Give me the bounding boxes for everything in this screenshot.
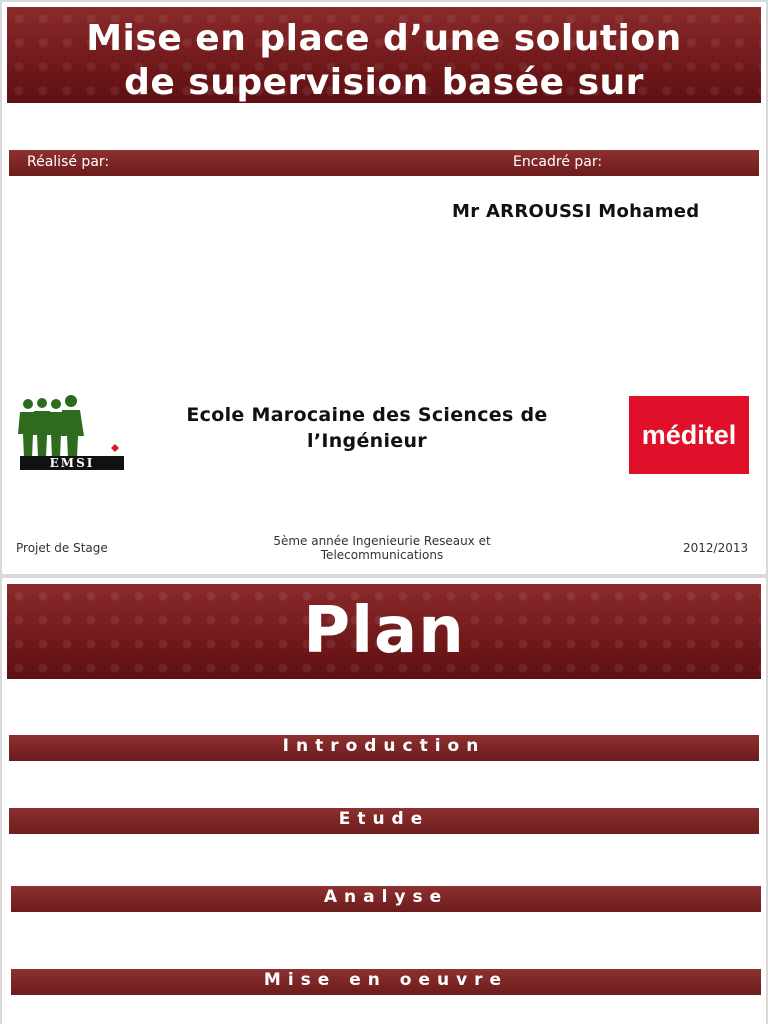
plan-item-etude: Etude: [9, 808, 759, 834]
encadre-par-label: Encadré par:: [513, 154, 603, 170]
footer-program: [232, 534, 532, 562]
plan-item-analyse: Analyse: [11, 886, 761, 912]
title-banner: [7, 7, 761, 103]
plan-title-banner: [7, 584, 761, 679]
footer-program-line-2: Telecommunications: [320, 548, 444, 562]
meditel-logo: [629, 396, 749, 474]
footer-year: 2012/2013: [683, 541, 749, 555]
title-line-2: de supervision basée sur: [124, 62, 644, 103]
title-line-1: Mise en place d’une solution: [86, 18, 682, 59]
plan-item-introduction: Introduction: [9, 735, 759, 761]
plan-title: Plan: [303, 594, 465, 668]
school-name-line-1: Ecole Marocaine des Sciences de: [186, 404, 548, 426]
school-name: [152, 402, 582, 454]
school-name-line-2: l’Ingénieur: [307, 430, 427, 452]
footer-project-type: Projet de Stage: [16, 541, 108, 555]
footer-program-line-1: 5ème année Ingenieurie Reseaux et: [273, 534, 491, 548]
plan-slide: [2, 578, 766, 1024]
meditel-logo-text: méditel: [641, 419, 737, 450]
plan-item-mise-en-oeuvre: Mise en oeuvre: [11, 969, 761, 995]
emsi-logo-text: EMSI: [49, 456, 95, 470]
supervisor-name: Mr ARROUSSI Mohamed: [452, 201, 700, 222]
authors-bar: [9, 150, 759, 176]
realise-par-label: Réalisé par:: [27, 154, 110, 170]
cover-slide: [2, 2, 766, 574]
emsi-logo: [14, 394, 126, 474]
